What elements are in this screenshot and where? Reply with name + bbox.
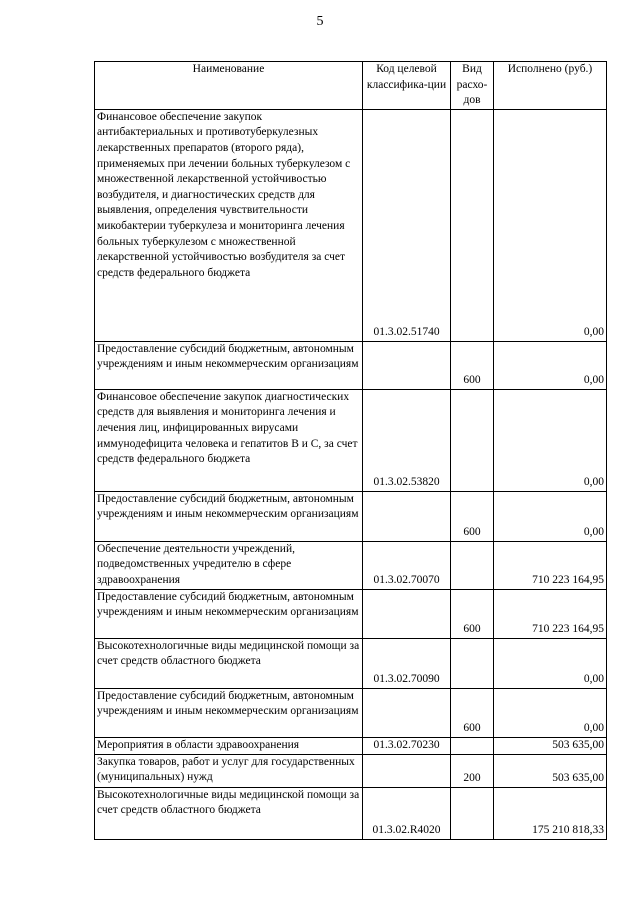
- row-code: 01.3.02.53820: [363, 389, 451, 491]
- row-vid: [451, 787, 494, 839]
- row-name: Обеспечение деятельности учреждений, подведомственных учредителю в сфере здравоохранения: [95, 541, 363, 589]
- table-header-row: [95, 62, 607, 110]
- row-code: 01.3.02.70090: [363, 638, 451, 688]
- row-vid: 600: [451, 341, 494, 389]
- row-sum: 0,00: [494, 389, 607, 491]
- row-name: Предоставление субсидий бюджетным, автономным учреждениям и иным некоммерческим организациям: [95, 589, 363, 638]
- row-code: [363, 688, 451, 737]
- table-row: [95, 688, 607, 737]
- row-sum: 710 223 164,95: [494, 589, 607, 638]
- row-vid: [451, 389, 494, 491]
- row-vid: 600: [451, 688, 494, 737]
- row-name: Предоставление субсидий бюджетным, автономным учреждениям и иным некоммерческим организациям: [95, 341, 363, 389]
- row-sum: 710 223 164,95: [494, 541, 607, 589]
- table-row: [95, 491, 607, 541]
- table-row: [95, 737, 607, 754]
- row-vid: [451, 109, 494, 341]
- header-name: Наименование: [95, 62, 363, 110]
- row-vid: 600: [451, 589, 494, 638]
- row-vid: 200: [451, 754, 494, 787]
- row-code: [363, 754, 451, 787]
- row-name: Предоставление субсидий бюджетным, автономным учреждениям и иным некоммерческим организациям: [95, 491, 363, 541]
- row-sum: 175 210 818,33: [494, 787, 607, 839]
- row-name: Финансовое обеспечение закупок диагностических средств для выявления и мониторинга лечения и лечения лиц, инфицированных вирусами иммунодефицита человека и гепатитов В и С, за счет средств федерального бюджета: [95, 389, 363, 491]
- row-vid: 600: [451, 491, 494, 541]
- table-row: [95, 754, 607, 787]
- row-sum: 0,00: [494, 109, 607, 341]
- table-row: [95, 109, 607, 341]
- row-sum: 0,00: [494, 688, 607, 737]
- table-row: [95, 541, 607, 589]
- table-row: [95, 638, 607, 688]
- row-sum: 503 635,00: [494, 737, 607, 754]
- row-code: [363, 589, 451, 638]
- row-code: [363, 341, 451, 389]
- table-row: [95, 787, 607, 839]
- row-code: 01.3.02.R4020: [363, 787, 451, 839]
- header-vid: Вид расхо-дов: [451, 62, 494, 110]
- row-sum: 0,00: [494, 638, 607, 688]
- row-vid: [451, 737, 494, 754]
- header-sum: Исполнено (руб.): [494, 62, 607, 110]
- row-sum: 503 635,00: [494, 754, 607, 787]
- row-code: [363, 491, 451, 541]
- row-name: Предоставление субсидий бюджетным, автономным учреждениям и иным некоммерческим организациям: [95, 688, 363, 737]
- row-vid: [451, 541, 494, 589]
- row-sum: 0,00: [494, 341, 607, 389]
- page-number: 5: [316, 14, 324, 29]
- row-name: Мероприятия в области здравоохранения: [95, 737, 363, 754]
- row-name: Закупка товаров, работ и услуг для государственных (муниципальных) нужд: [95, 754, 363, 787]
- row-code: 01.3.02.70070: [363, 541, 451, 589]
- row-code: 01.3.02.51740: [363, 109, 451, 341]
- header-code: Код целевой классифика-ции: [363, 62, 451, 110]
- row-code: 01.3.02.70230: [363, 737, 451, 754]
- row-name: Высокотехнологичные виды медицинской помощи за счет средств областного бюджета: [95, 787, 363, 839]
- row-name: Финансовое обеспечение закупок антибактериальных и противотуберкулезных лекарственных препаратов (второго ряда), применяемых при лечении больных туберкулезом с множественной лекарственной устойчивостью возбудителя, и диагностических средств для выявления, определения чувствительности микобактерии туберкулеза и мониторинга лечения больных туберкулезом с множественной лекарственной устойчивостью возбудителя за счет средств федерального бюджета: [95, 109, 363, 341]
- row-sum: 0,00: [494, 491, 607, 541]
- table-row: [95, 589, 607, 638]
- table-row: [95, 341, 607, 389]
- row-name: Высокотехнологичные виды медицинской помощи за счет средств областного бюджета: [95, 638, 363, 688]
- budget-table: [94, 61, 607, 840]
- table-row: [95, 389, 607, 491]
- row-vid: [451, 638, 494, 688]
